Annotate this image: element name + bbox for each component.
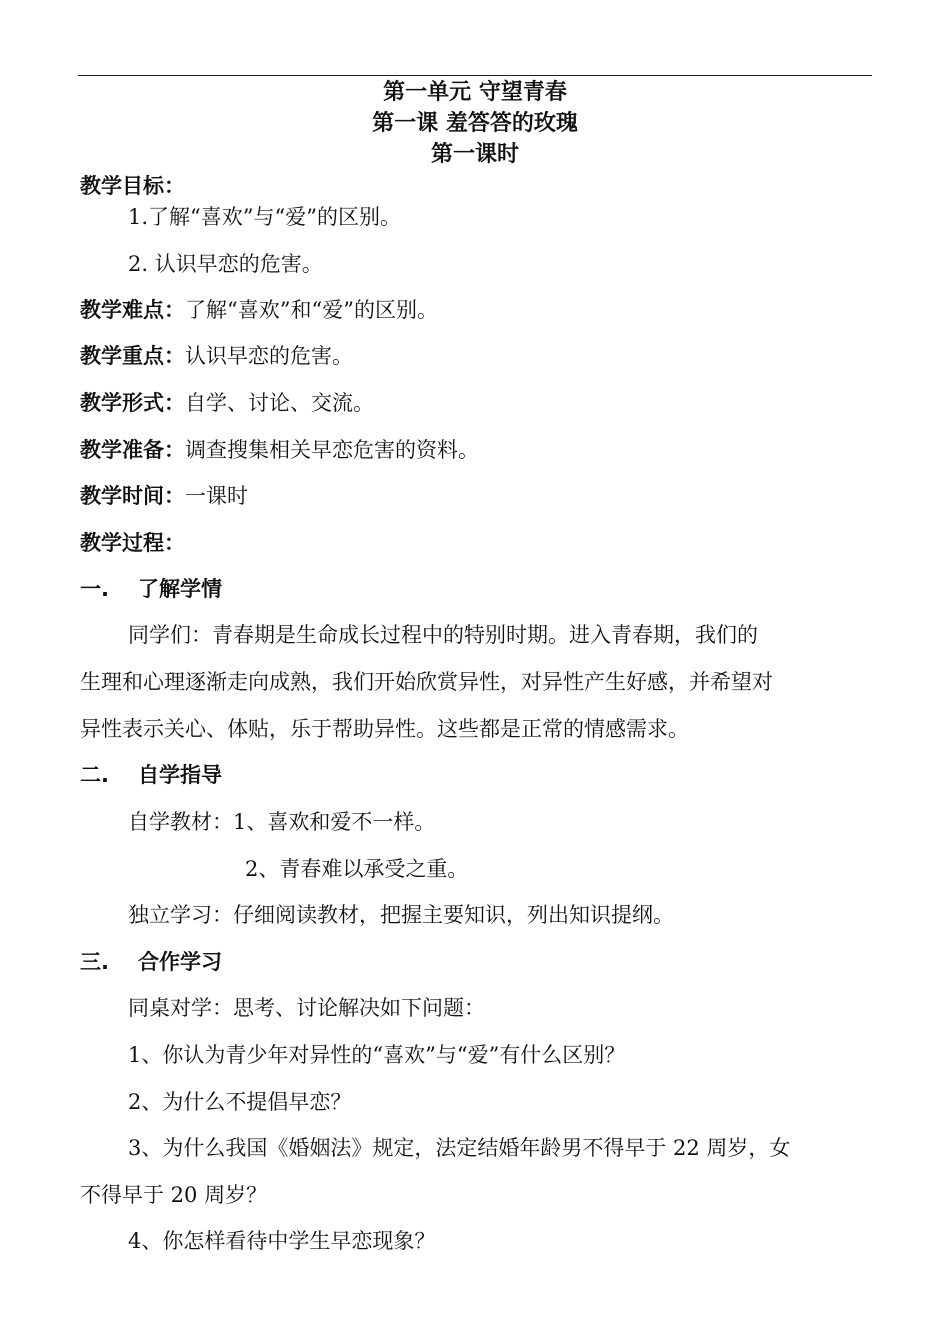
- time-label: 教学时间：: [80, 484, 185, 508]
- period-title: 第一课时: [430, 142, 519, 167]
- section3-number: 三.: [80, 950, 109, 974]
- question-item: 1、你认为青少年对异性的“喜欢”与“爱”有什么区别？: [128, 1043, 626, 1067]
- section3-intro: 同桌对学：思考、讨论解决如下问题：: [128, 996, 485, 1020]
- section1-number: 一.: [80, 577, 109, 601]
- header-rule: [78, 75, 872, 76]
- section1-title: 了解学情: [138, 577, 222, 601]
- prep-row: [80, 435, 479, 465]
- material-row: [128, 807, 435, 837]
- form-text: 自学、讨论、交流。: [185, 391, 374, 415]
- lesson-title: 第一课 羞答答的玫瑰: [372, 111, 578, 136]
- focus-row: [80, 341, 353, 371]
- section2-title: 自学指导: [138, 763, 222, 787]
- process-label: 教学过程：: [80, 531, 185, 555]
- difficulty-text: 了解“喜欢”和“爱”的区别。: [185, 298, 438, 322]
- objective-item: 2. 认识早恋的危害。: [128, 252, 323, 276]
- time-row: [80, 481, 248, 511]
- section1-paragraph-line: 同学们：青春期是生命成长过程中的特别时期。进入青春期，我们的: [128, 623, 758, 647]
- question-item: 3、为什么我国《婚姻法》规定，法定结婚年龄男不得早于 22 周岁，女: [128, 1136, 791, 1160]
- form-label: 教学形式：: [80, 391, 185, 415]
- section2-number: 二.: [80, 763, 109, 787]
- section1-heading: [80, 574, 222, 604]
- section1-paragraph-line: 生理和心理逐渐走向成熟，我们开始欣赏异性，对异性产生好感，并希望对: [80, 670, 773, 694]
- difficulty-row: [80, 295, 438, 325]
- question-item: 4、你怎样看待中学生早恋现象？: [128, 1229, 436, 1253]
- unit-title: 第一单元 守望青春: [383, 80, 567, 105]
- independent-study: 独立学习：仔细阅读教材，把握主要知识，列出知识提纲。: [128, 903, 674, 927]
- form-row: [80, 388, 374, 418]
- section1-paragraph-line: 异性表示关心、体贴，乐于帮助异性。这些都是正常的情感需求。: [80, 717, 689, 741]
- material-label: 自学教材：: [128, 810, 233, 834]
- prep-label: 教学准备：: [80, 438, 185, 462]
- focus-text: 认识早恋的危害。: [185, 344, 353, 368]
- material-item: 2、青春难以承受之重。: [245, 857, 469, 881]
- section2-heading: [80, 760, 222, 790]
- question-item: 2、为什么不提倡早恋？: [128, 1090, 352, 1114]
- time-text: 一课时: [185, 484, 248, 508]
- objective-item: 1.了解“喜欢”与“爱”的区别。: [128, 205, 401, 229]
- material-item: 1、喜欢和爱不一样。: [233, 810, 436, 834]
- question-item-continued: 不得早于 20 周岁？: [80, 1183, 268, 1207]
- focus-label: 教学重点：: [80, 344, 185, 368]
- difficulty-label: 教学难点：: [80, 298, 185, 322]
- section3-title: 合作学习: [138, 950, 222, 974]
- objectives-label: 教学目标：: [80, 174, 185, 198]
- prep-text: 调查搜集相关早恋危害的资料。: [185, 438, 479, 462]
- section3-heading: [80, 947, 222, 977]
